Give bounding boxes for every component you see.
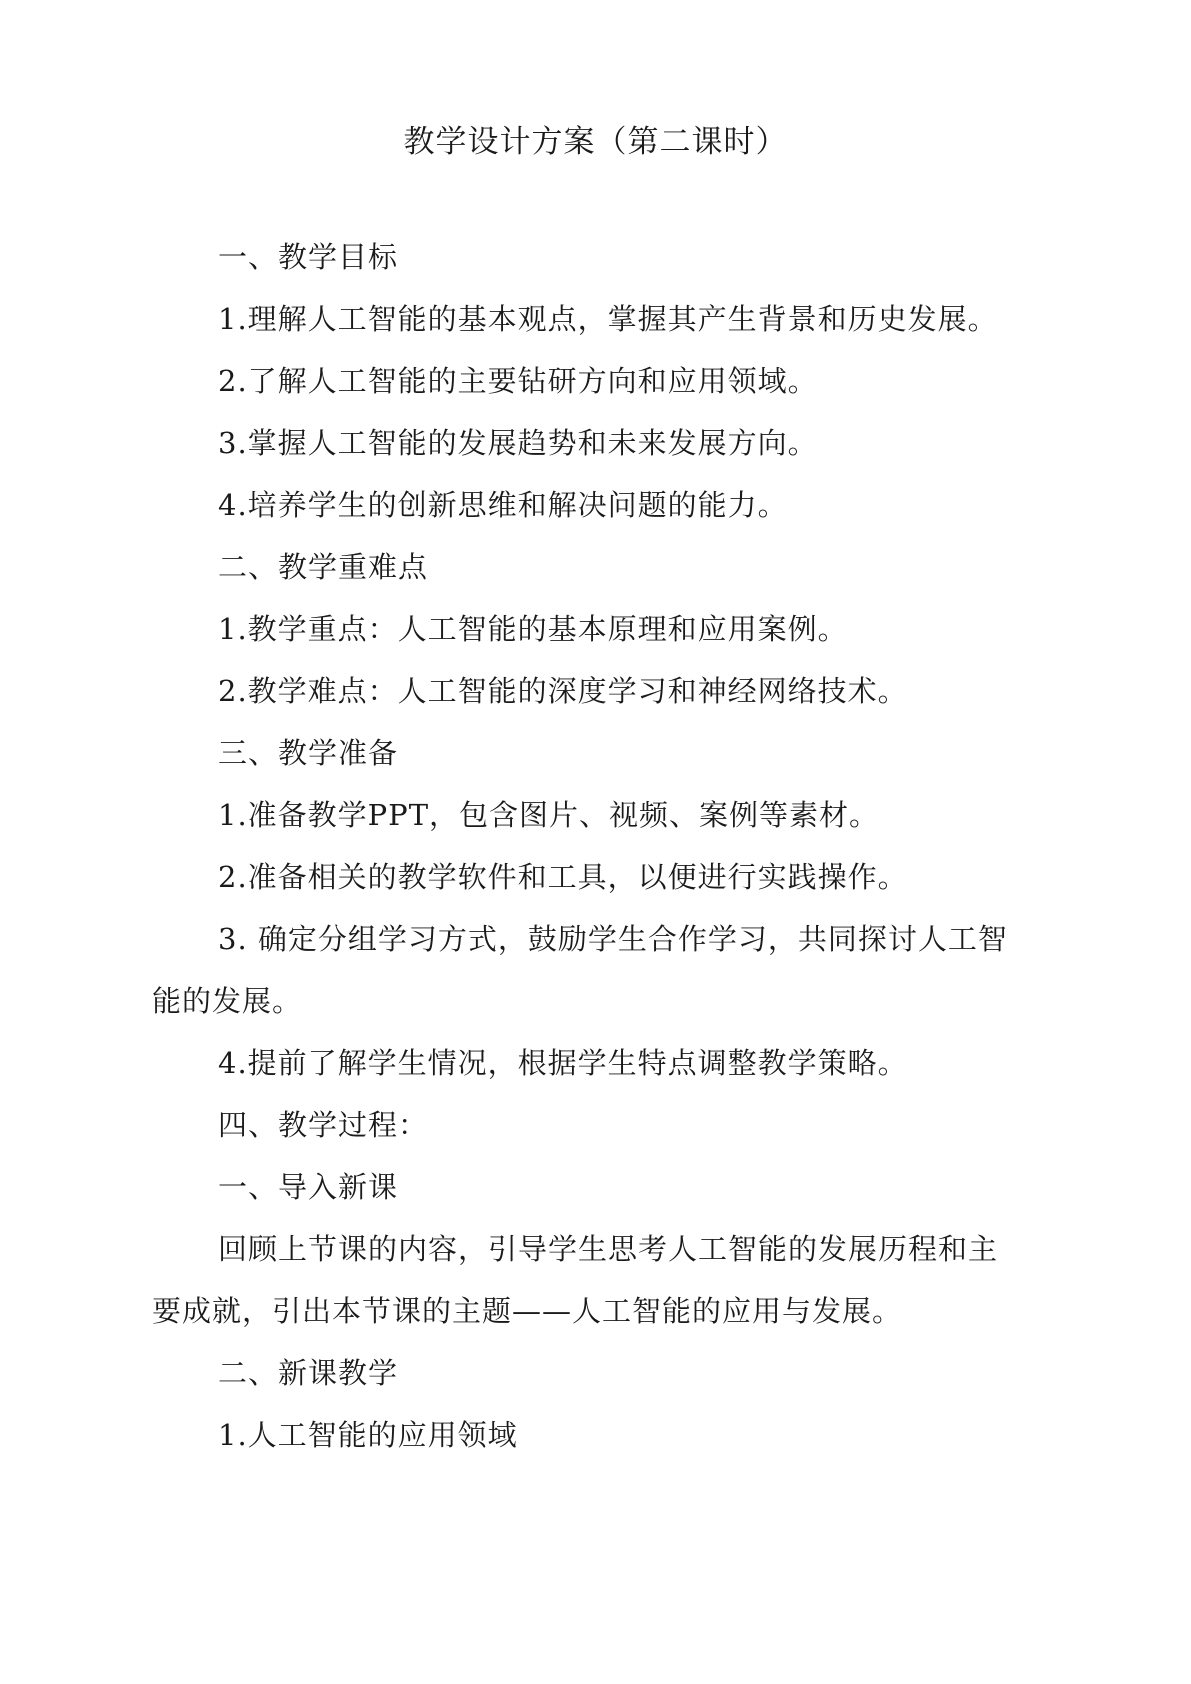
document-title: 教学设计方案（第二课时） [403, 124, 788, 160]
heading-teaching-preparation: 三、教学准备 [218, 736, 399, 770]
subheading-lesson-introduction: 一、导入新课 [218, 1170, 399, 1204]
preparation-item-3-line-1: 3. 确定分组学习方式，鼓励学生合作学习，共同探讨人工智 [218, 922, 1008, 956]
preparation-item-2: 2.准备相关的教学软件和工具，以便进行实践操作。 [218, 860, 908, 894]
difficult-point-item: 2.教学难点：人工智能的深度学习和神经网络技术。 [218, 674, 908, 708]
new-lesson-item-1: 1.人工智能的应用领域 [218, 1418, 518, 1452]
subheading-new-lesson: 二、新课教学 [218, 1356, 399, 1390]
preparation-item-4: 4.提前了解学生情况，根据学生特点调整教学策略。 [218, 1046, 908, 1080]
heading-teaching-objectives: 一、教学目标 [218, 240, 399, 274]
objective-item-4: 4.培养学生的创新思维和解决问题的能力。 [218, 488, 788, 522]
objective-item-1: 1.理解人工智能的基本观点，掌握其产生背景和历史发展。 [218, 302, 998, 336]
objective-item-3: 3.掌握人工智能的发展趋势和未来发展方向。 [218, 426, 818, 460]
preparation-item-1: 1.准备教学PPT，包含图片、视频、案例等素材。 [218, 798, 880, 832]
preparation-item-3-line-2: 能的发展。 [152, 984, 303, 1018]
introduction-paragraph-line-1: 回顾上节课的内容，引导学生思考人工智能的发展历程和主 [218, 1232, 999, 1266]
document-body [152, 226, 1060, 1466]
heading-key-difficult-points: 二、教学重难点 [218, 550, 429, 584]
heading-teaching-process: 四、教学过程： [218, 1108, 429, 1142]
key-point-item: 1.教学重点：人工智能的基本原理和应用案例。 [218, 612, 848, 646]
objective-item-2: 2.了解人工智能的主要钻研方向和应用领域。 [218, 364, 818, 398]
introduction-paragraph-line-2: 要成就，引出本节课的主题——人工智能的应用与发展。 [152, 1294, 903, 1328]
